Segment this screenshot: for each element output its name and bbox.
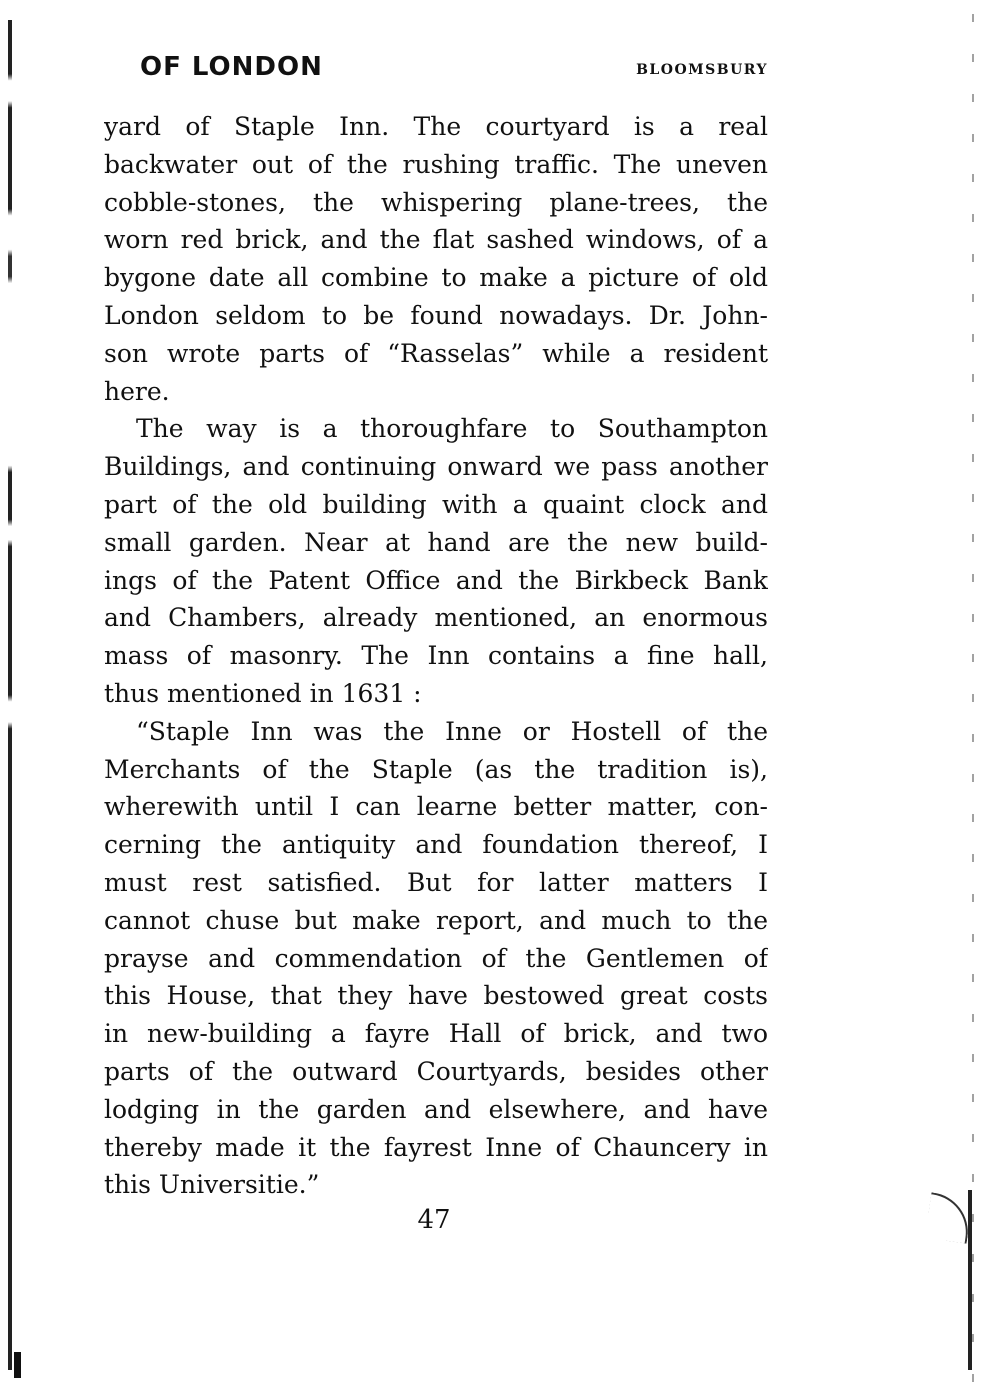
scan-edge-left-mark — [14, 1352, 21, 1378]
text-line: London seldom to be found nowadays. Dr. John- — [104, 300, 768, 330]
text-line: ings of the Patent Office and the Birkbeck Bank — [104, 565, 768, 595]
text-line: “Staple Inn was the Inne or Hostell of the — [136, 716, 768, 746]
body-text — [104, 108, 768, 1204]
text-line: cannot chuse but make report, and much to the — [104, 905, 768, 935]
running-section: BLOOMSBURY — [636, 62, 768, 78]
text-line: mass of masonry. The Inn contains a fine hall, — [104, 641, 768, 671]
scan-edge-right-mark — [968, 1190, 972, 1370]
text-line: cerning the antiquity and foundation thereof, I — [104, 830, 768, 860]
text-line: must rest satisfied. But for latter matters I — [104, 867, 768, 897]
text-line: thereby made it the fayrest Inne of Chauncery in — [104, 1132, 768, 1162]
scan-edge-curl — [925, 1192, 973, 1243]
text-line: Merchants of the Staple (as the tradition is), — [104, 754, 768, 784]
text-line: prayse and commendation of the Gentlemen of — [104, 943, 768, 973]
text-line: wherewith until I can learne better matter, con- — [104, 792, 768, 822]
running-title: OF LONDON — [140, 52, 323, 82]
text-line: cobble-stones, the whispering plane-trees, the — [104, 187, 768, 217]
text-line: The way is a thoroughfare to Southampton — [136, 414, 768, 444]
text-line: in new-building a fayre Hall of brick, and two — [104, 1019, 768, 1049]
running-header — [140, 52, 768, 92]
text-line: here. — [104, 376, 170, 406]
text-line: lodging in the garden and elsewhere, and have — [104, 1094, 768, 1124]
scan-edge-left — [8, 20, 12, 1370]
text-line: bygone date all combine to make a picture of old — [104, 263, 768, 293]
text-line: worn red brick, and the flat sashed windows, of a — [104, 225, 768, 255]
text-line: this Universitie.” — [104, 1170, 320, 1200]
text-line: Buildings, and continuing onward we pass another — [104, 452, 768, 482]
scan-edge-right — [972, 0, 974, 1384]
text-line: parts of the outward Courtyards, besides other — [104, 1056, 768, 1086]
text-line: part of the old building with a quaint clock and — [104, 489, 768, 519]
page-number: 47 — [417, 1205, 451, 1235]
text-line: backwater out of the rushing traffic. The uneven — [104, 149, 768, 179]
text-line: small garden. Near at hand are the new build- — [104, 527, 768, 557]
text-line: thus mentioned in 1631 : — [104, 678, 422, 708]
text-line: son wrote parts of “Rasselas” while a resident — [104, 338, 768, 368]
text-line: and Chambers, already mentioned, an enormous — [104, 603, 768, 633]
text-line: this House, that they have bestowed great costs — [104, 981, 768, 1011]
text-line: yard of Staple Inn. The courtyard is a real — [104, 112, 768, 141]
